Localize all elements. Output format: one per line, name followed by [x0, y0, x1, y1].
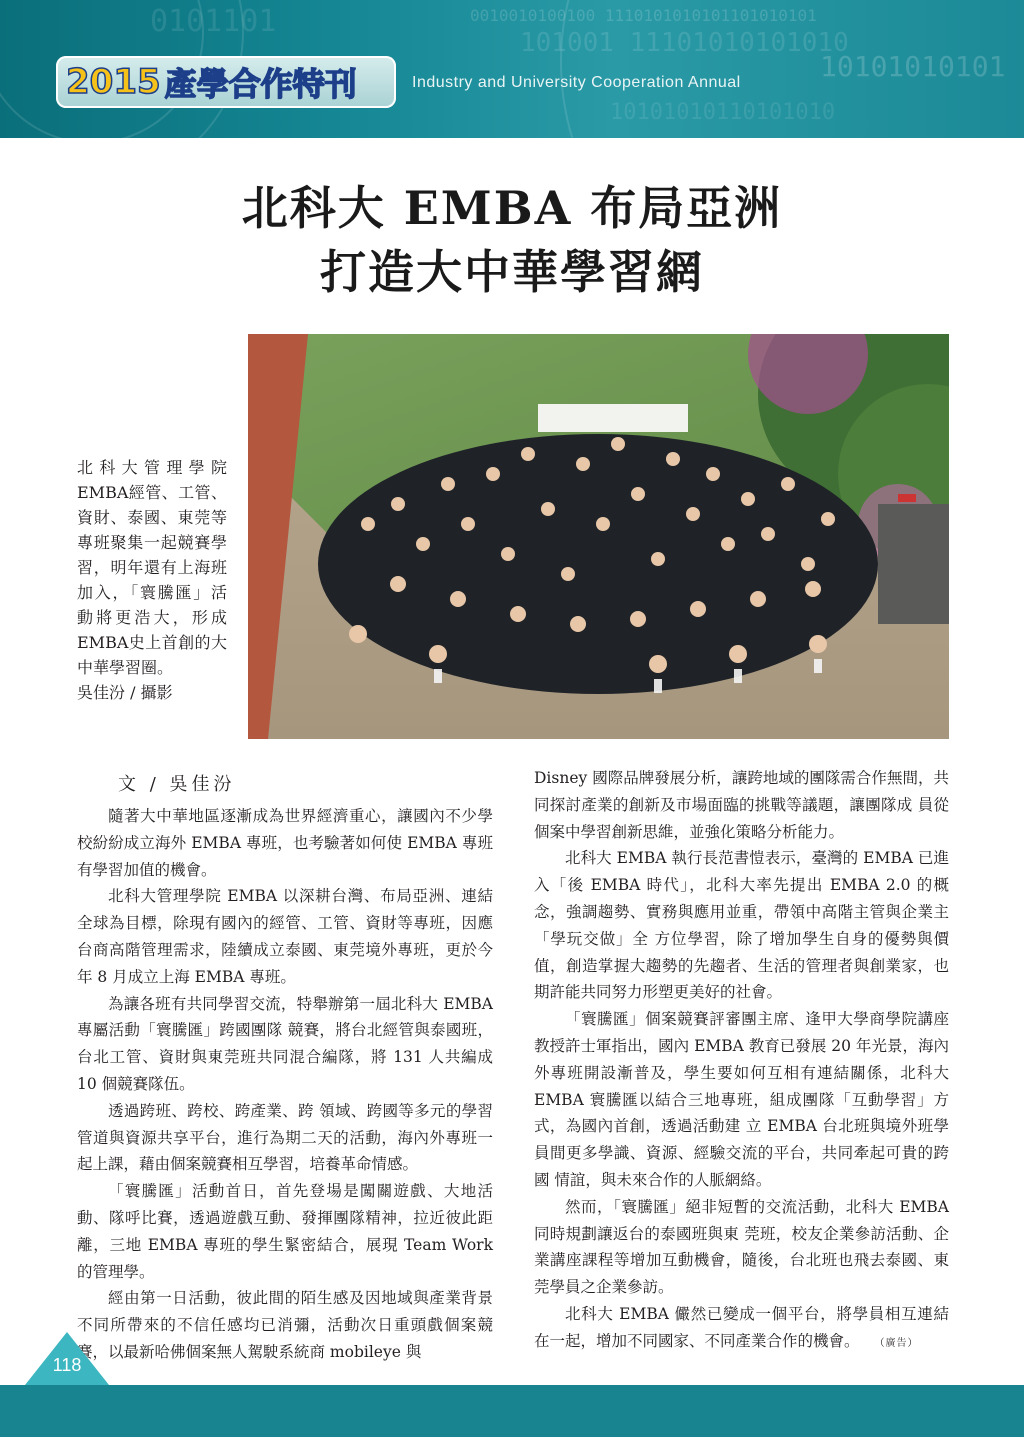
decorative-binary: 0101101 — [150, 4, 277, 39]
article-paragraph: 「寰騰匯」個案競賽評審團主席、逢甲大學商學院講座教授許士軍指出，國內 EMBA 教育已發展 20 年光景，海內外專班開設漸普及，學生要如何互相有連結關係，北科大 EMBA 寰騰匯以結合三地專班，組成團隊「互動學習」方式，為國內首創，透過活動建 立 EMBA 台北班與境外班學員間更多學識、資源、經驗交流的平台，共同牽起可貴的跨國 情誼，與未來合作的人脈網絡。 — [534, 1010, 949, 1189]
group-photo — [248, 334, 949, 739]
special-issue-title-box — [56, 56, 396, 108]
decorative-binary: 10101010101 — [820, 50, 1006, 83]
byline: 文 / 吳佳汾 — [118, 774, 236, 795]
advertisement-label: （廣告） — [879, 1337, 919, 1349]
article-paragraph: 然而，「寰騰匯」絕非短暫的交流活動，北科大 EMBA 同時規劃讓返台的泰國班與東 莞班，校友企業參訪活動、企業講座課程等增加互動機會，隨後，台北班也飛去泰國、東莞學員之企業參訪。 — [534, 1197, 949, 1297]
decorative-binary: 0010010100100 1110101010101101010101 — [470, 6, 817, 25]
article-paragraph-continuation: Disney 國際品牌發展分析，讓跨地域的團隊需合作無間，共同探討產業的創新及市場面臨的挑戰等議題，讓團隊成 員從個案中學習創新思維，並強化策略分析能力。 — [534, 769, 949, 841]
article-paragraph-last — [534, 1301, 949, 1358]
photo-credit: 吳佳汾 / 攝影 — [77, 683, 173, 702]
headline-line-2: 打造大中華學習網 — [320, 245, 704, 299]
photo-caption — [77, 455, 227, 705]
decorative-binary: 101001 11101010101010 — [520, 28, 849, 58]
issue-title: 產學合作特刊 — [164, 65, 357, 103]
group-photo-illustration — [248, 334, 949, 739]
page-number: 118 — [52, 1355, 82, 1375]
article-column-left — [77, 803, 493, 1366]
article-paragraph: 北科大 EMBA 執行長范書愷表示，臺灣的 EMBA 已進入「後 EMBA 時代」，北科大率先提出 EMBA 2.0 的概念，強調趨勢、實務與應用並重，帶領中高階主管與企業主「學玩交做」全 方位學習，除了增加學生自身的優勢與價值，創造掌握大趨勢的先趨者、生活的管理者與創業家，也期許能共同努力形塑更美好的社會。 — [534, 849, 949, 1002]
article-paragraph: 為讓各班有共同學習交流，特舉辦第一屆北科大 EMBA 專屬活動「寰騰匯」跨國團隊 競賽，將台北經管與泰國班，台北工管、資財與東莞班共同混合編隊，將 131 人共編成 10 個競賽隊伍。 — [77, 994, 493, 1093]
decorative-binary: 10101010110101010 — [610, 100, 836, 125]
article-paragraph: 隨著大中華地區逐漸成為世界經濟重心，讓國內不少學校紛紛成立海外 EMBA 專班，也考驗著如何使 EMBA 專班有學習加值的機會。 — [77, 807, 493, 879]
article-column-right — [534, 765, 949, 1358]
photo-caption-text: 北科大管理學院EMBA經管、工管、資財、泰國、東莞等專班聚集一起競賽學習，明年還有上海班加入，「寰騰匯」活動將更浩大，形成EMBA史上首創的大中華學習圈。 — [77, 458, 227, 677]
headline-line-1: 北科大 EMBA 布局亞洲 — [241, 181, 783, 235]
article-paragraph: 「寰騰匯」活動首日，首先登場是闖關遊戲、大地活動、隊呼比賽，透過遊戲互動、發揮團隊精神，拉近彼此距離，三地 EMBA 專班的學生緊密結合，展現 Team Work 的管理學。 — [77, 1182, 493, 1281]
issue-year: 2015 — [66, 62, 161, 102]
article-paragraph: 透過跨班、跨校、跨產業、跨 領域、跨國等多元的學習管道與資源共享平台，進行為期二天的活動，海內外專班一起上課，藉由個案競賽相互學習，培養革命情感。 — [77, 1101, 493, 1174]
article-paragraph: 北科大管理學院 EMBA 以深耕台灣、布局亞洲、連結全球為目標，除現有國內的經管、工管、資財等專班，因應台商高階管理需求，陸續成立泰國、東莞境外專班，更於今年 8 月成立上海 EMBA 專班。 — [77, 887, 493, 986]
article-paragraph-text: 北科大 EMBA 儼然已變成一個平台，將學員相互連結在一起，增加不同國家、不同產業合作的機會。 — [534, 1304, 949, 1350]
header-banner — [0, 0, 1024, 138]
footer-bar — [0, 1385, 1024, 1437]
article-paragraph: 經由第一日活動，彼此間的陌生感及因地域與產業背景不同所帶來的不信任感均已消彌，活動次日重頭戲個案競賽，以最新哈佛個案無人駕駛系統商 mobileye 與 — [77, 1289, 493, 1361]
issue-subtitle: Industry and University Cooperation Annual — [412, 74, 741, 91]
